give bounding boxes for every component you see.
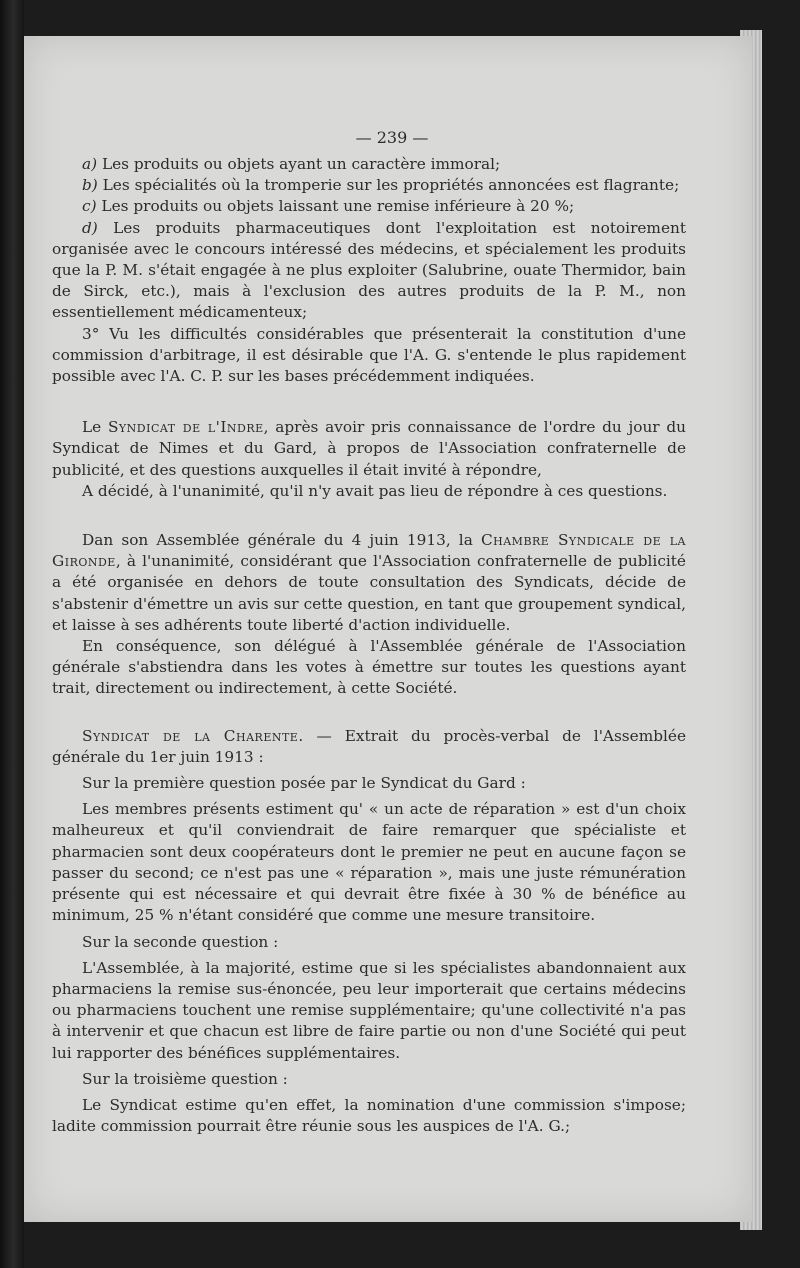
- gironde-paragraph: Dan son Assemblée générale du 4 juin 1913, la Chambre Syndicale de la Gironde, à l'unanimité, considérant que l'Association confraternelle de publicité a été organisée en dehors de toute consultation des Syndicats, décide de s'abstenir d'émettre un avis sur cette question, en tant que groupement syndical, et laisse à ses adhérents toute liberté d'action individuelle.: [52, 531, 687, 634]
- question-2-body: L'Assemblée, à la majorité, estime que si les spécialistes abandonnaient aux pharmaciens la remise sus-énoncée, peu leur importerait que certains médecins ou pharmaciens touchent une remise supplémentaire; qu'une collectivité n'a pas à intervenir et que chacun est libre de faire partie ou non d'une Société qui peut lui rapporter des bénéfices supplémentaires.: [52, 958, 686, 1062]
- question-2-heading: Sur la seconde question :: [82, 932, 279, 951]
- list-item: a) Les produits ou objets ayant un caractère immoral;: [82, 155, 501, 173]
- syndicate-name: Syndicat de la Charente.: [82, 726, 304, 745]
- page-content: [52, 154, 686, 1137]
- syndicate-name: Syndicat de l'Indre: [107, 418, 264, 437]
- page-number: — 239 —: [355, 128, 429, 147]
- syndicate-name: Chambre Syndicale de la Gironde: [52, 531, 687, 571]
- list-item: b) Les spécialités où la tromperie sur les propriétés annoncées est flagrante;: [82, 176, 680, 195]
- indre-paragraph: Le Syndicat de l'Indre, après avoir pris connaissance de l'ordre du jour du Syndicat de Nimes et du Gard, à propos de l'Association confraternelle de publicité, et des questions auxquelles il était invité à répondre,: [52, 418, 686, 479]
- indre-decision: A décidé, à l'unanimité, qu'il n'y avait pas lieu de répondre à ces questions.: [82, 481, 668, 500]
- question-1-body: Les membres présents estiment qu' « un acte de réparation » est d'un choix malheureux et qu'il conviendrait de faire remarquer que spécialiste et pharmacien sont deux coopérateurs dont le premier ne peut en aucune façon se passer du second; ce n'est pas une « réparation », mais une juste rémunération présente qui est nécessaire et qui devrait être fixée à 30 % de bénéfice au minimum, 25 % n'étant considéré que comme une mesure transitoire.: [52, 800, 686, 925]
- question-3-heading: Sur la troisième question :: [82, 1069, 288, 1088]
- point-3-paragraph: 3° Vu les difficultés considérables que présenterait la constitution d'une commission d'arbitrage, il est désirable que l'A. G. s'entende le plus rapidement possible avec l'A. C. P. sur les bases précédemment indiquées.: [52, 324, 686, 386]
- question-3-body: Le Syndicat estime qu'en effet, la nomination d'une commission s'impose; ladite commission pourrait être réunie sous les auspices de l'A. G.;: [52, 1095, 686, 1136]
- charente-heading: Syndicat de la Charente. — Extrait du procès-verbal de l'Assemblée générale du 1er juin 1913 :: [52, 726, 686, 766]
- list-item: d) Les produits pharmaceutiques dont l'exploitation est notoirement organisée avec le concours intéressé des médecins, et spécialement les produits que la P. M. s'était engagée à ne plus exploiter (Salubrine, ouate Thermidor, bain de Sirck, etc.), mais à l'exclusion des autres produits de la P. M., non essentiellement médicamenteux;: [52, 218, 686, 322]
- question-1-heading: Sur la première question posée par le Syndicat du Gard :: [82, 774, 526, 793]
- book-binding: [0, 0, 24, 1268]
- gironde-consequence: En conséquence, son délégué à l'Assemblée générale de l'Association générale s'abstiendra dans les votes à émettre sur toutes les questions ayant trait, directement ou indirectement, à cette Société.: [52, 637, 686, 698]
- list-item: c) Les produits ou objets laissant une remise inférieure à 20 %;: [82, 197, 575, 216]
